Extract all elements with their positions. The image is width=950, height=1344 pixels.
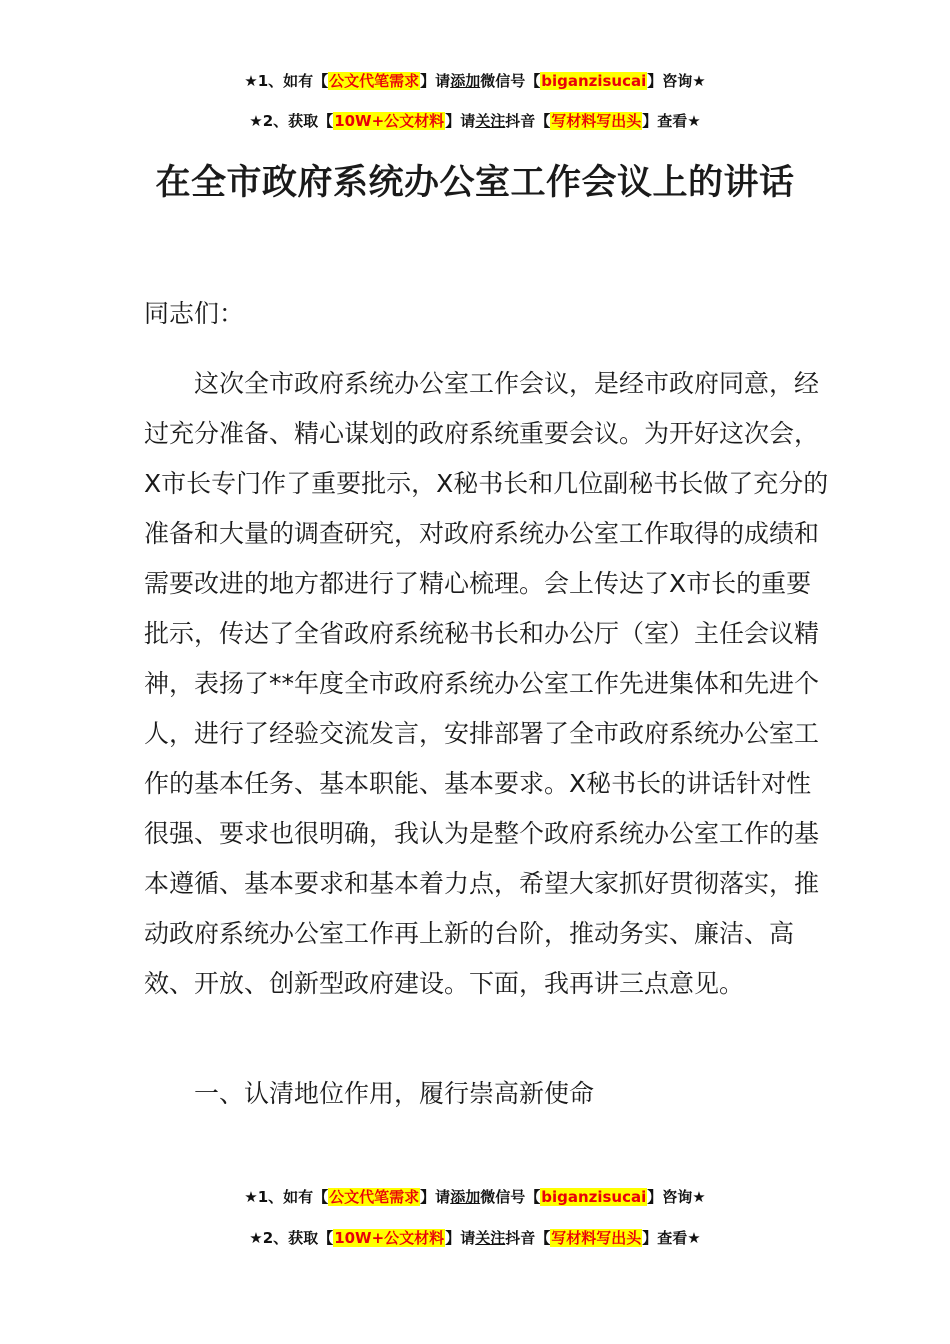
highlight-douyin-account: 写材料写出头 (551, 112, 642, 130)
underlined-action: 关注 (475, 112, 506, 130)
banner-text: 抖音【 (505, 1229, 551, 1247)
underlined-action: 关注 (475, 1229, 506, 1247)
highlight-wechat-id: biganzisucai (541, 72, 647, 90)
highlight-materials: 10W+公文材料 (334, 1229, 445, 1247)
banner-text: 微信号【 (480, 72, 541, 90)
highlight-materials: 10W+公文材料 (334, 112, 445, 130)
banner-text: 微信号【 (480, 1188, 541, 1206)
banner-text: ★1、如有【 (244, 1188, 329, 1206)
bottom-banner-line-1 (0, 1186, 950, 1208)
highlight-douyin-account: 写材料写出头 (551, 1229, 642, 1247)
banner-text: 】查看★ (642, 112, 701, 130)
banner-text: ★2、获取【 (249, 1229, 334, 1247)
banner-text: 】请 (420, 72, 451, 90)
banner-text: 】请 (445, 112, 476, 130)
banner-text: 】咨询★ (647, 72, 706, 90)
banner-text: 】请 (420, 1188, 451, 1206)
highlight-service: 公文代笔需求 (329, 1188, 420, 1206)
top-banner-line-2 (0, 110, 950, 132)
banner-text: 抖音【 (505, 112, 551, 130)
body-paragraph: 这次全市政府系统办公室工作会议，是经市政府同意，经过充分准备、精心谋划的政府系统重要会议。为开好这次会，X市长专门作了重要批示，X秘书长和几位副秘书长做了充分的准备和大量的调查研究，对政府系统办公室工作取得的成绩和需要改进的地方都进行了精心梳理。会上传达了X市长的重要批示，传达了全省政府系统秘书长和办公厅（室）主任会议精神，表扬了**年度全市政府系统办公室工作先进集体和先进个人，进行了经验交流发言，安排部署了全市政府系统办公室工作的基本任务、基本职能、基本要求。X秘书长的讲话针对性很强、要求也很明确，我认为是整个政府系统办公室工作的基本遵循、基本要求和基本着力点，希望大家抓好贯彻落实，推动政府系统办公室工作再上新的台阶，推动务实、廉洁、高效、开放、创新型政府建设。下面，我再讲三点意见。 (144, 369, 829, 998)
banner-text: ★1、如有【 (244, 72, 329, 90)
section-heading: 一、认清地位作用，履行崇高新使命 (194, 1079, 595, 1108)
underlined-action: 添加 (450, 72, 481, 90)
highlight-service: 公文代笔需求 (329, 72, 420, 90)
banner-text: 】查看★ (642, 1229, 701, 1247)
highlight-wechat-id: biganzisucai (541, 1188, 647, 1206)
top-banner-line-1 (0, 70, 950, 92)
document-title: 在全市政府系统办公室工作会议上的讲话 (155, 163, 795, 203)
bottom-banner-line-2 (0, 1227, 950, 1249)
banner-text: 】请 (445, 1229, 476, 1247)
banner-text: 】咨询★ (647, 1188, 706, 1206)
banner-text: ★2、获取【 (249, 112, 334, 130)
greeting: 同志们： (144, 299, 245, 328)
underlined-action: 添加 (450, 1188, 481, 1206)
